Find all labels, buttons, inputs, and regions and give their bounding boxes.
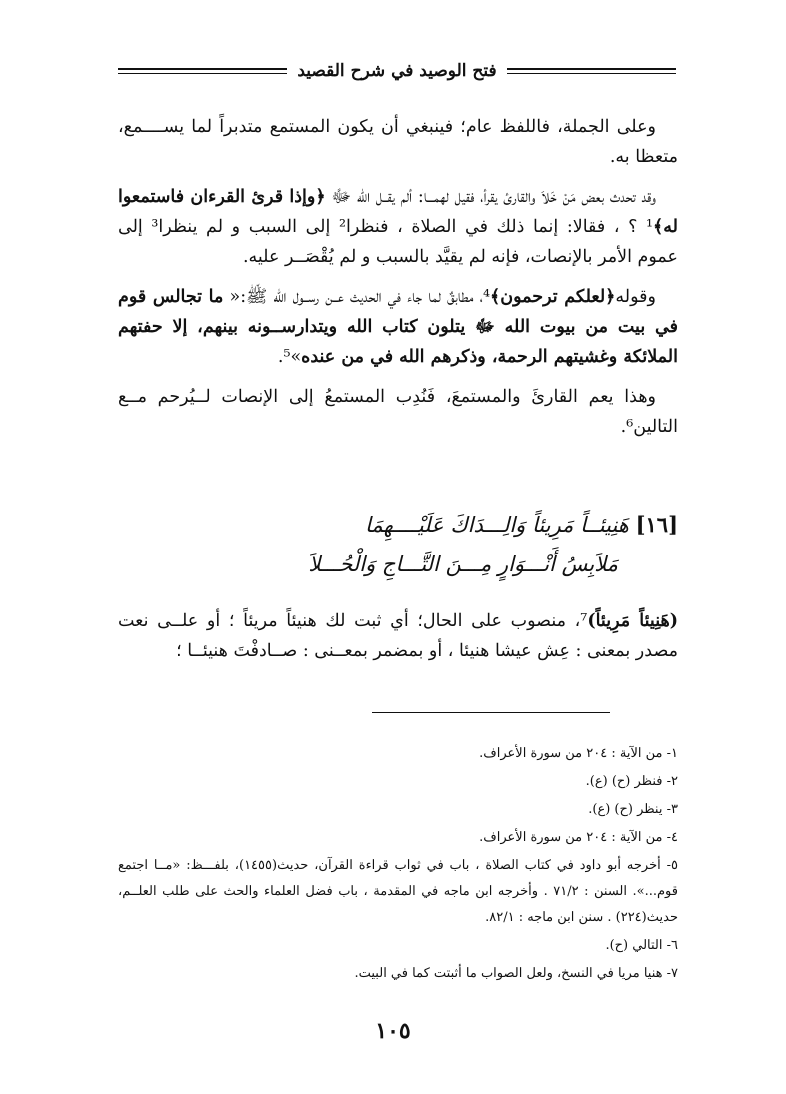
verse-line-2: مَلاَبِسُ أَنْـــوَارٍ مِـــنَ التَّـــاجِ وَالْحُـــلاَ: [308, 552, 618, 576]
main-text: [118, 112, 678, 452]
footnote: ٢- فنظر (ح) (ع).: [585, 774, 678, 789]
commentary-text: ⁷، منصوب على الحال؛ أي ثبت لك هنيئاً مريئاً ؛ أو علــى نعت مصدر بمعنى : عِش عيشا هنيئا ، أو بمضمر بمعــنى : صــادفْتَ هنيئــا ؛: [118, 611, 678, 661]
paragraph-3-mid: ⁴، مطابقٌ لما جاء في الحديث عــن رســول الله ﷺ:«: [223, 287, 491, 307]
footnote: ٥- أخرجه أبو داود في كتاب الصلاة ، باب في ثواب قراءة القرآن، حديث(١٤٥٥)، بلفـــظ: «مــا اجتمع قوم...». السنن : ٧١/٢ . وأخرجه ابن ماجه في المقدمة ، باب فضل العلماء والحث على طلب العلــم، حديث(٢٢٤) . سنن ابن ماجه : ٨٢/١.: [118, 858, 678, 925]
commentary: [118, 606, 678, 666]
header-rule-right: [507, 68, 676, 74]
quran-quote: ﴿لعلكم ترحمون﴾: [490, 287, 616, 307]
verse-line-1: [365, 512, 678, 537]
paragraph-3-tail: »⁵.: [277, 347, 302, 367]
footnote: ١- من الآية : ٢٠٤ من سورة الأعراف.: [479, 746, 678, 761]
paragraph-2-tail: ¹ ؟ ، فقالا: إنما ذلك في الصلاة ، فنظرا² إلى السبب و لم ينظرا³ إلى عموم الأمر بالإنصات، فإنه لم يقيَّد بالسبب و لم يُقْصَــر عليه.: [118, 217, 678, 267]
commentary-paragraph: [118, 606, 678, 666]
footnote: ٦- التالي (ح).: [605, 938, 678, 953]
footnote: ٤- من الآية : ٢٠٤ من سورة الأعراف.: [479, 830, 678, 845]
paragraph-3-lead: وقوله: [615, 287, 656, 307]
paragraph-2-lead: وقد تحدث بعض مَنْ خَلاَ والقارئ يقرأ، فقيل لهمـــا: ألم يقــل الله ﷻ: [325, 187, 656, 207]
page-number: ١٠٥: [375, 1018, 411, 1044]
paragraph-2: [118, 182, 678, 272]
footnote-separator: [372, 712, 610, 713]
hadith-text: ما تجالس قوم في بيت من بيوت الله ﷻ يتلون كتاب الله ويتدارســونه بينهم، إلا حفتهم الملائكة وغشيتهم الرحمة، وذكرهم الله في من عنده: [118, 287, 678, 367]
running-header: [118, 56, 676, 86]
header-title: فتح الوصيد في شرح القصيد: [297, 61, 497, 81]
header-rule-left: [118, 68, 287, 74]
footnotes: [118, 741, 678, 989]
verse-hemistich-1: هَنِيئــاً مَرِيئاً وَالِـــدَاكَ عَلَيْــــهِمَا: [365, 513, 629, 537]
paragraph-3: [118, 282, 678, 372]
footnote: ٣- ينظر (ح) (ع).: [588, 802, 678, 817]
footnote: ٧- هنيا مريا في النسخ، ولعل الصواب ما أثبتت كما في البيت.: [354, 966, 678, 981]
paragraph-4: وهذا يعم القارئَ والمستمعَ، فَنُدِب المستمعُ إلى الإنصات لــيُرحم مــع التالين⁶.: [118, 387, 678, 437]
paragraph-1: وعلى الجملة، فاللفظ عام؛ فينبغي أن يكون المستمع متدبراً لما يســــمع، متعظا به.: [118, 117, 678, 167]
verse-number: [١٦]: [635, 512, 678, 537]
commentary-quote: (هَنِيئاً مَرِيئاً): [587, 611, 678, 631]
quran-quote: ﴿وإذا قرئ القرءان فاستمعوا له﴾: [118, 187, 678, 237]
